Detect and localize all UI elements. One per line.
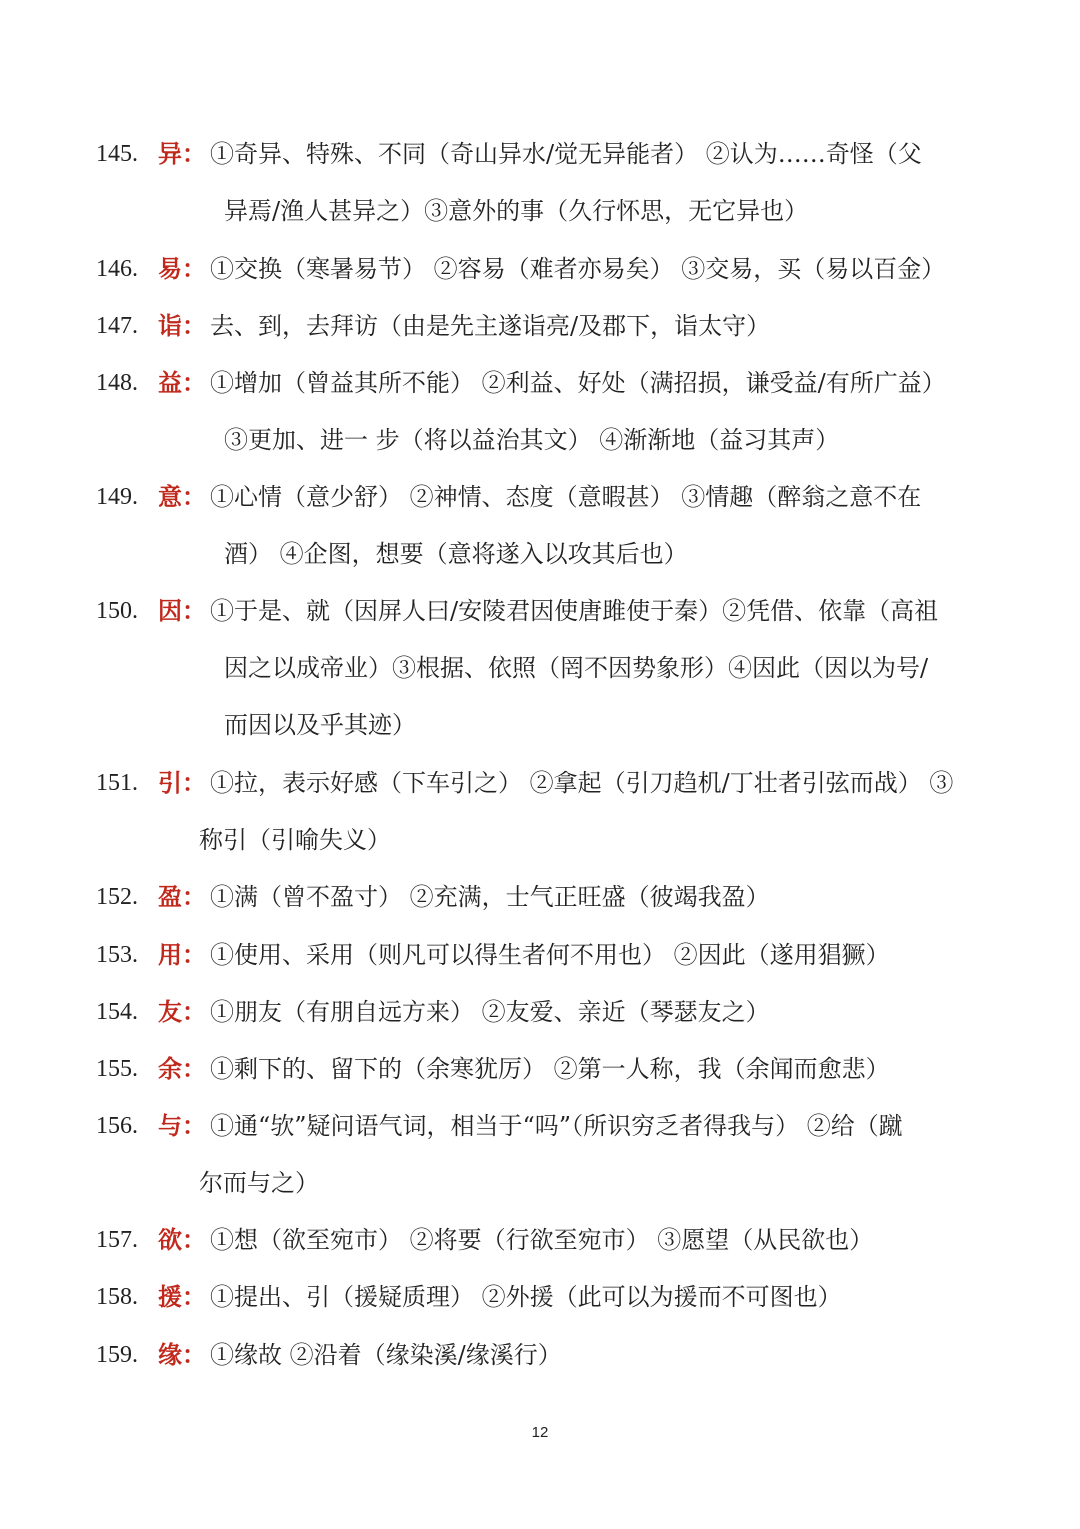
entry-text-continued: ③更加、进一 步（将以益治其文） ④渐渐地（益习其声） bbox=[224, 426, 840, 454]
entry-headword: 与： bbox=[158, 1111, 206, 1140]
entry-text: ①满（曾不盈寸） ②充满，士气正旺盛（彼竭我盈） bbox=[210, 883, 770, 911]
entry-headword: 易： bbox=[158, 254, 206, 283]
entry-headword: 盈： bbox=[158, 882, 206, 911]
entry-number: 148. bbox=[96, 370, 138, 396]
entry-headword: 益： bbox=[158, 368, 206, 397]
entry-text: ①朋友（有朋自远方来） ②友爱、亲近（琴瑟友之） bbox=[210, 998, 770, 1026]
entry-text-continued: 称引（引喻失义） bbox=[199, 826, 391, 854]
entry-text-continued: 酒） ④企图，想要（意将遂入以攻其后也） bbox=[224, 540, 688, 568]
entry-headword: 缘： bbox=[158, 1340, 206, 1369]
entry-text: ①增加（曾益其所不能） ②利益、好处（满招损，谦受益/有所广益） bbox=[210, 369, 946, 397]
entry-text: ①心情（意少舒） ②神情、态度（意暇甚） ③情趣（醉翁之意不在 bbox=[210, 483, 922, 511]
entry-headword: 引： bbox=[158, 768, 206, 797]
entry-text-continued: 而因以及乎其迹） bbox=[224, 711, 416, 739]
entry-number: 159. bbox=[96, 1342, 138, 1368]
entry-text: ①缘故 ②沿着（缘染溪/缘溪行） bbox=[210, 1341, 562, 1369]
entry-headword: 诣： bbox=[158, 311, 206, 340]
entry-headword: 异： bbox=[158, 139, 206, 168]
entry-number: 150. bbox=[96, 598, 138, 624]
entry-text: ①通“欤”疑问语气词，相当于“吗”（所识穷乏者得我与） ②给（蹴 bbox=[210, 1112, 903, 1140]
entry-number: 147. bbox=[96, 313, 138, 339]
entry-text: ①想（欲至宛市） ②将要（行欲至宛市） ③愿望（从民欲也） bbox=[210, 1226, 874, 1254]
entry-number: 153. bbox=[96, 942, 138, 968]
entry-text: 去、到，去拜访（由是先主遂诣亮/及郡下，诣太守） bbox=[210, 312, 771, 340]
entry-headword: 意： bbox=[158, 482, 206, 511]
entry-number: 157. bbox=[96, 1227, 138, 1253]
entry-text: ①于是、就（因屏人曰/安陵君因使唐雎使于秦）②凭借、依靠（高祖 bbox=[210, 597, 939, 625]
entry-number: 152. bbox=[96, 884, 138, 910]
entry-number: 156. bbox=[96, 1113, 138, 1139]
entry-text: ①交换（寒暑易节） ②容易（难者亦易矣） ③交易，买（易以百金） bbox=[210, 255, 946, 283]
entry-number: 149. bbox=[96, 484, 138, 510]
entry-text-continued: 尔而与之） bbox=[199, 1169, 319, 1197]
entry-text: ①奇异、特殊、不同（奇山异水/觉无异能者） ②认为……奇怪（父 bbox=[210, 140, 922, 168]
entry-number: 145. bbox=[96, 141, 138, 167]
entry-text: ①剩下的、留下的（余寒犹厉） ②第一人称，我（余闻而愈悲） bbox=[210, 1055, 890, 1083]
entry-headword: 友： bbox=[158, 997, 206, 1026]
entry-text: ①使用、采用（则凡可以得生者何不用也） ②因此（遂用猖獗） bbox=[210, 941, 890, 969]
entry-text-continued: 异焉/渔人甚异之）③意外的事（久行怀思，无它异也） bbox=[224, 197, 809, 225]
entry-text: ①提出、引（援疑质理） ②外援（此可以为援而不可图也） bbox=[210, 1283, 842, 1311]
entry-headword: 因： bbox=[158, 596, 206, 625]
page-number: 12 bbox=[531, 1424, 549, 1441]
entry-text-continued: 因之以成帝业）③根据、依照（罔不因势象形）④因此（因以为号/ bbox=[224, 654, 929, 682]
entry-headword: 援： bbox=[158, 1282, 206, 1311]
entry-headword: 余： bbox=[158, 1054, 206, 1083]
entry-headword: 用： bbox=[158, 940, 206, 969]
entry-headword: 欲： bbox=[158, 1225, 206, 1254]
entry-text: ①拉，表示好感（下车引之） ②拿起（引刀趋机/丁壮者引弦而战） ③ bbox=[210, 769, 954, 797]
entry-number: 158. bbox=[96, 1284, 138, 1310]
entry-number: 155. bbox=[96, 1056, 138, 1082]
entry-number: 151. bbox=[96, 770, 138, 796]
entry-number: 146. bbox=[96, 256, 138, 282]
entry-number: 154. bbox=[96, 999, 138, 1025]
